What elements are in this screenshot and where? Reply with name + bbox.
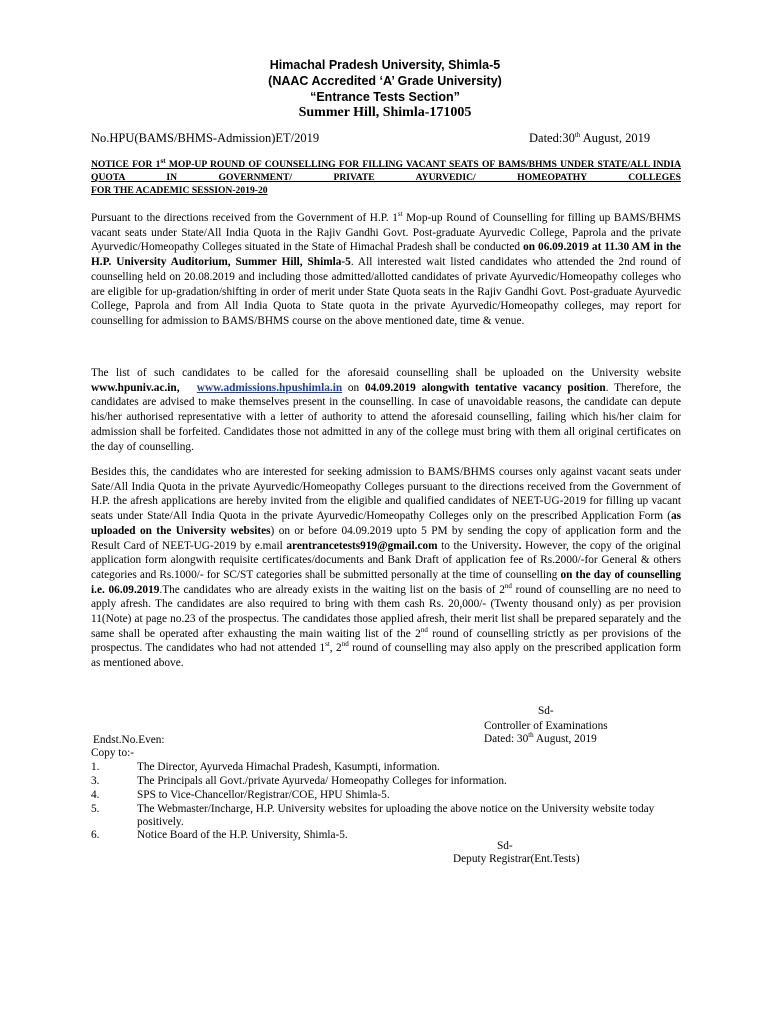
university-name: Himachal Pradesh University, Shimla-5 xyxy=(269,58,501,72)
signature-sd-2: Sd- xyxy=(497,840,513,852)
section-name: “Entrance Tests Section” xyxy=(310,90,460,104)
signatory-title: Controller of Examinations xyxy=(484,720,608,732)
notice-page: Himachal Pradesh University, Shimla-5 (NAAC Accredited ‘A’ Grade University) “Entrance Tests Section” Summer Hill, Shimla-171005 No.HPU(BAMS/BHMS-Admission)ET/2019 Dated:30th August, 2019 NOTICE FOR 1st MOP-UP ROUND OF COUNSELLING FOR FILLING VACANT SEATS OF BAMS/BHMS UNDER STATE/ALL INDIA QUOTA IN GOVERNMENT/ PRIVATE AYURVEDIC/ HOMEOPATHY COLLEGES FOR THE ACADEMIC SESSION-2019-20 Pursuant to the directions received from the Government of H.P. 1st Mop-up Round of Counselling for filling up BAMS/BHMS vacant seats under State/All India Quota in the Rajiv Gandhi Govt. Post-graduate Ayurvedic College, Paprola and the private Ayurvedic/Homeopathy Colleges situated in the State of Himachal Pradesh shall be conducted on 06.09.2019 at 11.30 AM in the H.P. University Auditorium, Summer Hill, Shimla-5. All interested wait listed candidates who attended the 2nd round of counselling held on 20.08.2019 and including those admitted/allotted candidates of private Ayurvedic/Homeopathy colleges who are eligible for up-gradation/shifting in order of merit under State Quota seats in the Rajiv Gandhi Govt. Post-graduate Ayurvedic College, Paprola and from All India Quota to State quota in the private Ayurvedic/Homeopathy colleges, may report for counselling for admission to BAMS/BHMS course on the above mentioned date, time & venue. The list of such candidates to be called for the aforesaid counselling shall be uploaded on the University website www.hpuniv.ac.in, www.admissions.hpushimla.in on 04.09.2019 alongwith tentative vacancy position. Therefore, the candidates are advised to make themselves present in the counselling. In case of unavoidable reasons, the candidate can depute his/her authorised representative with a letter of authority to attend the aforesaid counselling, failing which his/her claim for admission shall be forfeited. Candidates those not admitted in any of the college must bring with them all original certificates on the day of counselling. Besides this, the candidates who are interested for seeking admission to BAMS/BHMS courses only against vacant seats under Sate/All India Quota in the private Ayurvedic/Homeopathy Colleges pursuant to the directions received from the Government of H.P. the afresh applications are hereby invited from the eligible and qualified candidates of NEET-UG-2019 for filling up vacant seats under State/All India Quota in the private Ayurvedic/Homeopathy Colleges only on the prescribed Application Form (as uploaded on the University websites) on or before 04.09.2019 upto 5 PM by sending the copy of application form and the Result Card of NEET-UG-2019 by e.mail arentrancetests919@gmail.com to the University. However, the copy of the original application form alongwith requisite certificates/documents and Bank Draft of application fee of Rs.2000/-for General & others categories and Rs.1000/- for SC/ST categories shall be submitted personally at the time of counselling on the day of counselling i.e. 06.09.2019.The candidates who are already exists in the waiting list on the basis of 2nd round of counselling are no need to apply afresh. The candidates are also required to bring with them cash Rs. 20,000/- (Twenty thousand only) as per provision 11(Note) at page no.23 of the prospectus. The candidates those applied afresh, their merit list shall be prepared separately and the same shall be operated after exhausting the main waiting list of the 2nd round of counselling strictly as per provisions of the prospectus. The candidates who had not attended 1st, 2nd round of counselling may also apply on the prescribed application form as mentioned above. Sd- Controller of Examinations Dated: 30th August, 2019 Endst.No.Even: Copy to:- 1. The Director, Ayurveda Himachal Pradesh, Kasumpti, information. 3. The Principals all Govt./private Ayurveda/ Homeopathy Colleges for information. 4. SPS to Vice-Chancellor/Registrar/COE, HPU Shimla-5. 5. The Webmaster/Incharge, H.P. University websites for uploading the above notice on the University website today positively. 6. Notice Board of the H.P. University, Shimla-5. Sd- Deputy Registrar(Ent.Tests) xyxy=(0,0,770,1024)
paragraph-2: The list of such candidates to be called for the aforesaid counselling shall be uploaded on the University website www.hpuniv.ac.in, www.admissions.hpushimla.in on 04.09.2019 alongwith tentative vacancy position. Therefore, the candidates are advised to make themselves present in the counselling. In case of unavoidable reasons, the candidate can depute his/her authorised representative with a letter of authority to attend the aforesaid counselling, failing which his/her claim for admission shall be forfeited. Candidates those not admitted in any of the college must bring with them all original certificates on the day of counselling. xyxy=(91,367,681,453)
signature-sd: Sd- xyxy=(538,705,554,717)
website-admissions-link[interactable]: www.admissions.hpushimla.in xyxy=(196,381,343,394)
website-hpuniv: www.hpuniv.ac.in, xyxy=(91,381,180,394)
paragraph-3: Besides this, the candidates who are interested for seeking admission to BAMS/BHMS courses only against vacant seats under Sate/All India Quota in the private Ayurvedic/Homeopathy Colleges pursuant to the directions received from the Government of H.P. the afresh applications are hereby invited from the eligible and qualified candidates of NEET-UG-2019 for filling up vacant seats under State/All India Quota in the private Ayurvedic/Homeopathy Colleges only on the prescribed Application Form (as uploaded on the University websites) on or before 04.09.2019 upto 5 PM by sending the copy of application form and the Result Card of NEET-UG-2019 by e.mail arentrancetests919@gmail.com to the University. However, the copy of the original application form alongwith requisite certificates/documents and Bank Draft of application fee of Rs.2000/-for General & others categories and Rs.1000/- for SC/ST categories shall be submitted personally at the time of counselling on the day of counselling i.e. 06.09.2019.The candidates who are already exists in the waiting list on the basis of 2nd round of counselling are no need to apply afresh. The candidates are also required to bring with them cash Rs. 20,000/- (Twenty thousand only) as per provision 11(Note) at page no.23 of the prospectus. The candidates those applied afresh, their merit list shall be prepared separately and the same shall be operated after exhausting the main waiting list of the 2nd round of counselling strictly as per provisions of the prospectus. The candidates who had not attended 1st, 2nd round of counselling may also apply on the prescribed application form as mentioned above. xyxy=(91,466,682,670)
accreditation: (NAAC Accredited ‘A’ Grade University) xyxy=(268,74,502,88)
reference-number: No.HPU(BAMS/BHMS-Admission)ET/2019 xyxy=(91,131,320,145)
reference-date: Dated:30th August, 2019 xyxy=(529,130,651,145)
address: Summer Hill, Shimla-171005 xyxy=(298,105,472,120)
copy-to-label: Copy to:- xyxy=(91,747,134,759)
notice-subject: NOTICE FOR 1st MOP-UP ROUND OF COUNSELLING FOR FILLING VACANT SEATS OF BAMS/BHMS UNDER STATE/ALL INDIA QUOTA IN GOVERNMENT/ PRIVATE AYURVEDIC/ HOMEOPATHY COLLEGES FOR THE ACADEMIC SESSION-2019-20 xyxy=(91,156,681,196)
endorsement-number: Endst.No.Even: xyxy=(93,734,165,746)
paragraph-1: Pursuant to the directions received from the Government of H.P. 1st Mop-up Round of Counselling for filling up BAMS/BHMS vacant seats under State/All India Quota in the Rajiv Gandhi Govt. Post-graduate Ayurvedic College, Paprola and the private Ayurvedic/Homeopathy Colleges situated in the State of Himachal Pradesh shall be conducted on 06.09.2019 at 11.30 AM in the H.P. University Auditorium, Summer Hill, Shimla-5. All interested wait listed candidates who attended the 2nd round of counselling held on 20.08.2019 and including those admitted/allotted candidates of private Ayurvedic/Homeopathy colleges who are eligible for up-gradation/shifting in order of merit under State Quota seats in the Rajiv Gandhi Govt. Post-graduate Ayurvedic College, Paprola and from All India Quota to State quota in the private Ayurvedic/Homeopathy colleges, may report for counselling for admission to BAMS/BHMS course on the above mentioned date, time & venue. xyxy=(91,210,682,327)
deputy-registrar-title: Deputy Registrar(Ent.Tests) xyxy=(453,853,580,865)
signature-date: Dated: 30th August, 2019 xyxy=(484,731,597,745)
email-address: arentrancetests919@gmail.com xyxy=(286,539,438,552)
